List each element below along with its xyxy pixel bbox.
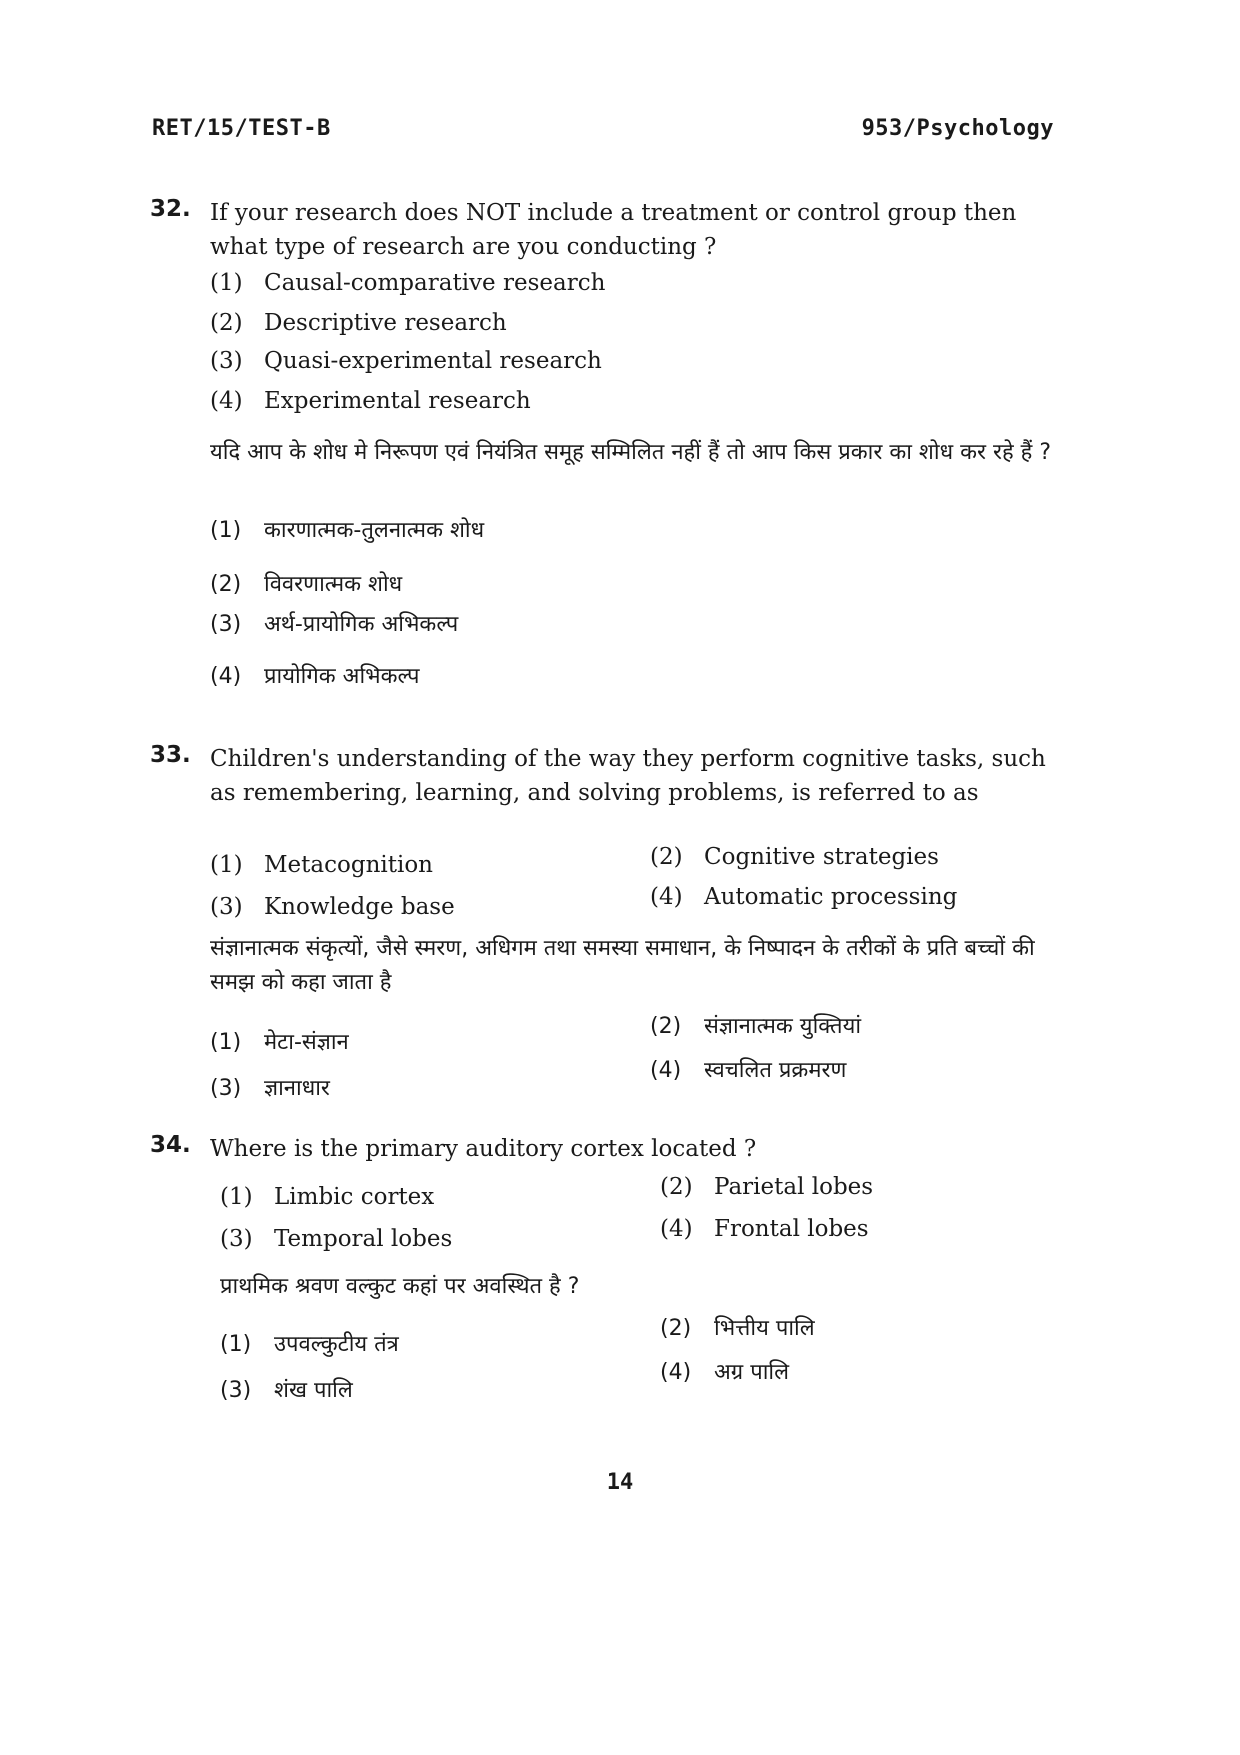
option-text: Knowledge base — [264, 894, 455, 920]
option-text: Metacognition — [264, 852, 433, 878]
option-text: Cognitive strategies — [704, 844, 939, 870]
option-number: (3) — [220, 1378, 252, 1403]
option-en-1 — [210, 850, 433, 880]
subject-code: 953/Psychology — [861, 116, 1054, 141]
option-number: (2) — [660, 1174, 693, 1200]
option-text: उपवल्कुटीय तंत्र — [274, 1332, 399, 1357]
option-text: Automatic processing — [704, 884, 958, 910]
option-text: भित्तीय पालि — [714, 1316, 815, 1341]
option-hi-2 — [650, 1010, 861, 1044]
option-en-3 — [220, 1224, 452, 1254]
option-en-3 — [210, 346, 602, 376]
page-number: 14 — [606, 1470, 634, 1495]
option-hi-1 — [210, 514, 484, 548]
option-hi-4 — [660, 1356, 789, 1390]
option-text: अर्थ-प्रायोगिक अभिकल्प — [264, 612, 459, 637]
option-text: कारणात्मक-तुलनात्मक शोध — [264, 518, 485, 543]
option-en-1 — [220, 1182, 434, 1212]
question-number: 34. — [150, 1132, 191, 1158]
option-number: (3) — [210, 894, 243, 920]
option-text: प्रायोगिक अभिकल्प — [264, 664, 420, 689]
option-hi-3 — [210, 1072, 330, 1106]
option-number: (1) — [220, 1332, 252, 1357]
option-hi-1 — [220, 1328, 399, 1362]
option-number: (4) — [660, 1216, 693, 1242]
option-number: (4) — [650, 1058, 682, 1083]
option-number: (1) — [210, 1030, 242, 1055]
option-number: (2) — [210, 572, 242, 597]
question-text-hi: यदि आप के शोध मे निरूपण एवं नियंत्रित समूह सम्मिलित नहीं हैं तो आप किस प्रकार का शोध कर रहे हैं ? — [210, 440, 1052, 465]
option-number: (1) — [220, 1184, 253, 1210]
option-en-3 — [210, 892, 455, 922]
option-number: (4) — [210, 664, 242, 689]
option-en-2 — [650, 842, 939, 872]
question-text-hi: संज्ञानात्मक संकृत्यों, जैसे स्मरण, अधिगम तथा समस्या समाधान, के निष्पादन के तरीकों के प्रति बच्चों की समझ को कहा जाता है — [210, 936, 1035, 995]
option-text: Limbic cortex — [274, 1184, 435, 1210]
option-number: (3) — [210, 1076, 242, 1101]
option-text: मेटा-संज्ञान — [264, 1030, 349, 1055]
option-en-4 — [650, 882, 957, 912]
option-hi-2 — [210, 568, 402, 602]
option-text: Frontal lobes — [714, 1216, 869, 1242]
option-hi-3 — [210, 608, 458, 642]
option-text: Quasi-experimental research — [264, 348, 602, 374]
question-text-en: Where is the primary auditory cortex located ? — [210, 1136, 757, 1162]
option-text: Parietal lobes — [714, 1174, 874, 1200]
option-en-2 — [660, 1172, 873, 1202]
option-number: (2) — [210, 310, 243, 336]
option-text: विवरणात्मक शोध — [264, 572, 403, 597]
option-text: Temporal lobes — [274, 1226, 453, 1252]
option-hi-4 — [210, 660, 419, 694]
question-number: 32. — [150, 196, 191, 222]
option-en-2 — [210, 308, 507, 338]
option-en-1 — [210, 268, 605, 298]
option-number: (2) — [660, 1316, 692, 1341]
option-hi-1 — [210, 1026, 349, 1060]
question-number: 33. — [150, 742, 191, 768]
question-text-hi: प्राथमिक श्रवण वल्कुट कहां पर अवस्थित है ? — [220, 1274, 580, 1299]
option-text: Causal-comparative research — [264, 270, 606, 296]
option-text: शंख पालि — [274, 1378, 353, 1403]
option-number: (4) — [210, 388, 243, 414]
question-text-en: If your research does NOT include a treatment or control group then what type of research are you conducting ? — [210, 200, 1017, 260]
option-text: स्वचलित प्रक्रमरण — [704, 1058, 847, 1083]
question-text-en: Children's understanding of the way they perform cognitive tasks, such as remembering, learning, and solving problems, is referred to as — [210, 746, 1046, 806]
paper-code: RET/15/TEST-B — [152, 116, 331, 141]
option-hi-4 — [650, 1054, 846, 1088]
option-en-4 — [210, 386, 531, 416]
option-number: (1) — [210, 270, 243, 296]
option-number: (3) — [210, 612, 242, 637]
option-number: (3) — [220, 1226, 253, 1252]
option-number: (2) — [650, 844, 683, 870]
option-text: ज्ञानाधार — [264, 1076, 330, 1101]
option-hi-2 — [660, 1312, 815, 1346]
option-text: संज्ञानात्मक युक्तियां — [704, 1014, 862, 1039]
option-text: Experimental research — [264, 388, 531, 414]
option-number: (4) — [650, 884, 683, 910]
option-text: Descriptive research — [264, 310, 507, 336]
option-number: (1) — [210, 852, 243, 878]
option-hi-3 — [220, 1374, 353, 1408]
option-text: अग्र पालि — [714, 1360, 790, 1385]
option-en-4 — [660, 1214, 869, 1244]
option-number: (2) — [650, 1014, 682, 1039]
option-number: (3) — [210, 348, 243, 374]
option-number: (1) — [210, 518, 242, 543]
option-number: (4) — [660, 1360, 692, 1385]
